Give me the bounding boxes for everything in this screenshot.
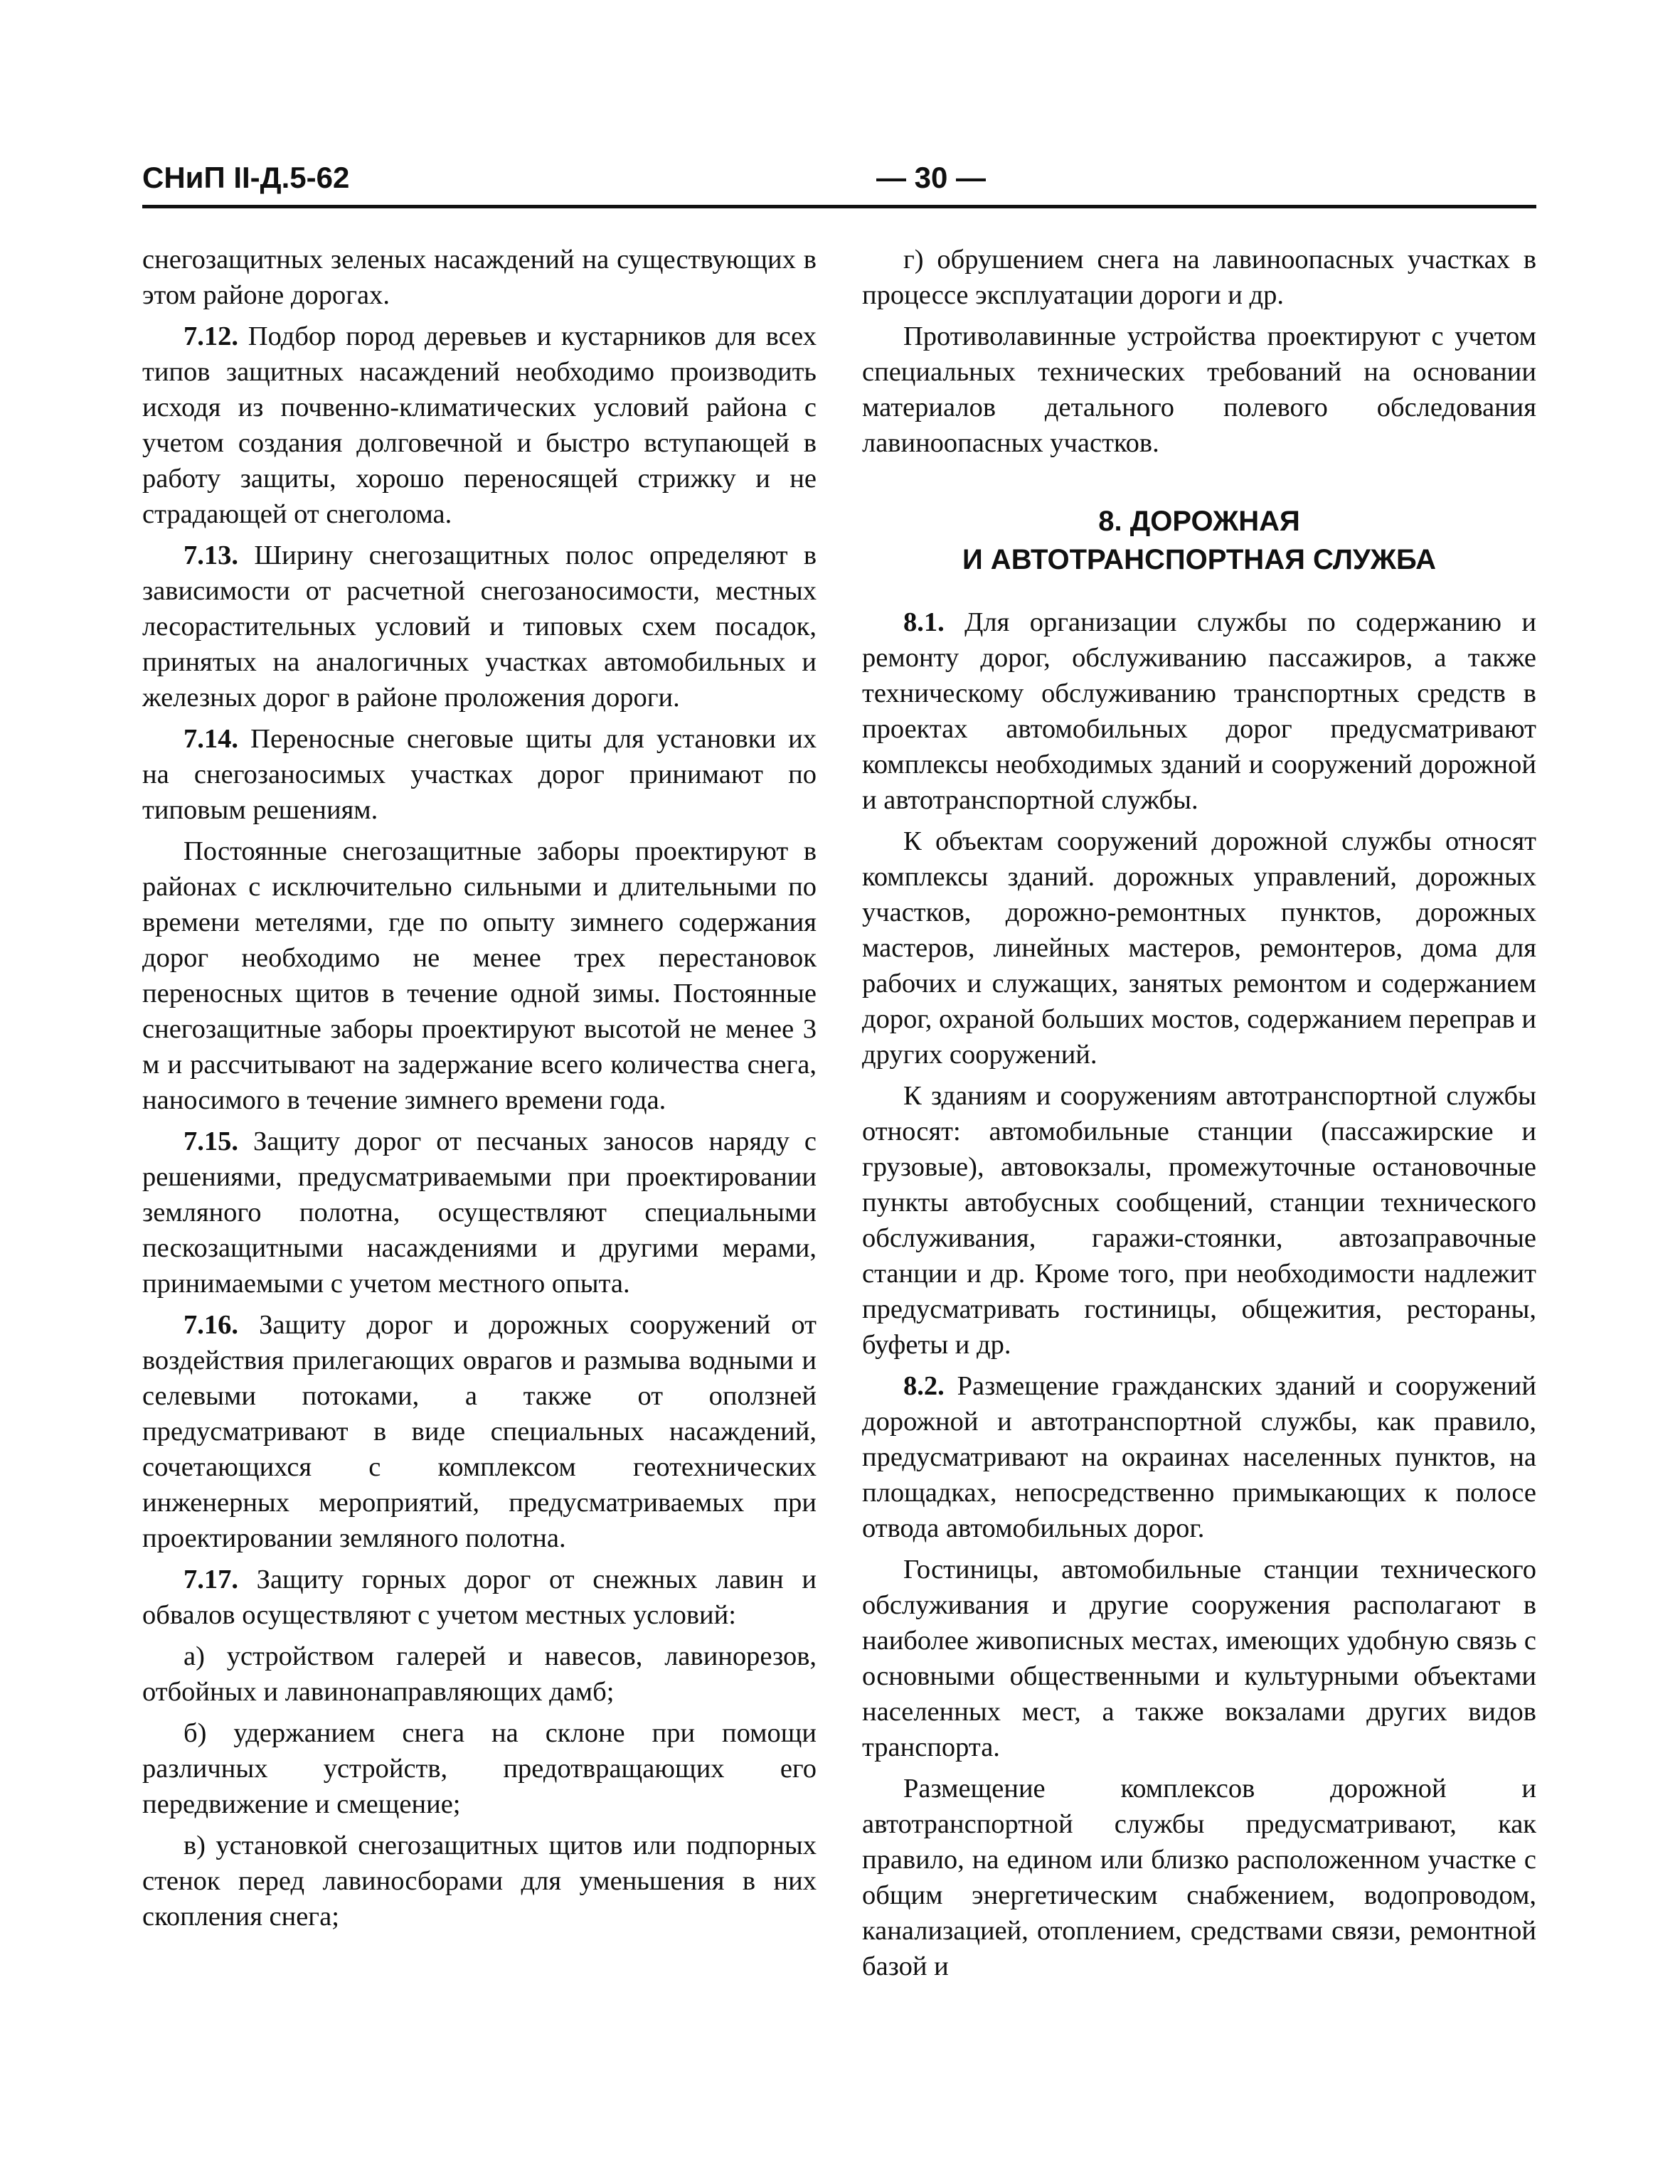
paragraph [142,1562,817,1633]
paragraph [862,1771,1536,1984]
paragraph-text: б) удержанием снега на склоне при помощи различных устройств, предотвращающих его передвижение и смещение; [142,1718,817,1819]
clause-number: 7.15. [184,1126,238,1156]
right-column-bottom [862,604,1536,1984]
paragraph-text: Размещение гражданских зданий и сооружений дорожной и автотранспортной службы, как правило, предусматривают на окраинах населенных пунктов, на площадках, непосредственно примыкающих к полосе отвода автомобильных дорог. [862,1371,1537,1543]
clause-number: 7.14. [184,724,238,754]
paragraph-text: К объектам сооружений дорожной службы относят комплексы зданий. дорожных управлений, дорожных участков, дорожно-ремонтных пунктов, дорожных мастеров, линейных мастеров, ремонтеров, дома для рабочих и служащих, занятых ремонтом и содержанием дорог, охраной больших мостов, содержанием переправ и других сооружений. [862,826,1536,1070]
paragraph-text: Для организации службы по содержанию и ремонту дорог, обслуживанию пассажиров, а также техническому обслуживанию транспортных средств в проектах автомобильных дорог предусматривают комплексы необходимых зданий и сооружений дорожной и автотранспортной службы. [862,607,1536,815]
paragraph-text: Гостиницы, автомобильные станции технического обслуживания и другие сооружения располагают в наиболее живописных местах, имеющих удобную связь с основными общественными и культурными объектами населенных мест, а также вокзалами других видов транспорта. [862,1555,1536,1762]
paragraph [862,1552,1536,1765]
clause-number: 7.12. [184,321,238,351]
paragraph-text: Размещение комплексов дорожной и автотранспортной службы предусматривают, как правило, на едином или близко расположенном участке с общим энергетическим снабжением, водопроводом, канализацией, отоплением, средствами связи, ремонтной базой и [862,1774,1536,1981]
paragraph [142,242,817,313]
paragraph [862,604,1536,818]
paragraph [142,319,817,532]
paragraph [862,242,1536,313]
paragraph-text: Постоянные снегозащитные заборы проектируют в районах с исключительно сильными и длительными по времени метелями, где по опыту зимнего содержания дорог необходимо не менее трех перестановок переносных щитов в течение одной зимы. Постоянные снегозащитные заборы проектируют высотой не менее 3 м и рассчитывают на задержание всего количества снега, наносимого в течение зимнего времени года. [142,836,817,1115]
page-number: — 30 — [876,161,987,194]
paragraph [862,824,1536,1072]
paragraph [142,1639,817,1710]
paragraph-text: в) установкой снегозащитных щитов или подпорных стенок перед лавиносборами для уменьшения в них скопления снега; [142,1831,817,1932]
clause-number: 7.16. [184,1310,238,1340]
paragraph [862,1368,1536,1546]
section-title-line-2: И АВТОТРАНСПОРТНАЯ СЛУЖБА [962,544,1437,575]
paragraph-text: Противолавинные устройства проектируют с учетом специальных технических требований на основании материалов детального полевого обследования лавиноопасных участков. [862,321,1536,458]
section-title-line-1: 8. ДОРОЖНАЯ [1098,506,1300,537]
clause-number: 8.1. [903,607,945,637]
paragraph-text: Защиту дорог от песчаных заносов наряду с решениями, предусматриваемыми при проектировании земляного полотна, осуществляют специальными пескозащитными насаждениями и другими мерами, принимаемыми с учетом местного опыта. [142,1126,817,1299]
section-heading [862,502,1536,579]
paragraph-text: Защиту дорог и дорожных сооружений от воздействия прилегающих оврагов и размыва водными и селевыми потоками, а также от оползней предусматривают в виде специальных насаждений, сочетающихся с комплексом геотехнических инженерных мероприятий, предусматриваемых при проектировании земляного полотна. [142,1310,817,1553]
paragraph [142,538,817,715]
paragraph-text: г) обрушением снега на лавиноопасных участках в процессе эксплуатации дороги и др. [862,245,1536,310]
paragraph [862,1078,1536,1363]
clause-number: 7.13. [184,540,238,570]
paragraph-text: Подбор пород деревьев и кустарников для всех типов защитных насаждений необходимо производить исходя из почвенно-климатических условий района с учетом создания долговечной и быстро вступающей в работу защиты, хорошо переносящей стрижку и не страдающей от снеголома. [142,321,817,529]
clause-number: 8.2. [903,1371,945,1401]
paragraph [862,319,1536,461]
document-code: СНиП II-Д.5-62 [142,161,350,194]
paragraph-text: К зданиям и сооружениям автотранспортной службы относят: автомобильные станции (пассажирские и грузовые), автовокзалы, промежуточные остановочные пункты автобусных сообщений, станции технического обслуживания, гаражи-стоянки, автозаправочные станции и др. Кроме того, при необходимости надлежит предусматривать гостиницы, общежития, рестораны, буфеты и др. [862,1081,1536,1360]
paragraph [142,1715,817,1822]
paragraph [142,1124,817,1301]
right-text-column [862,242,1536,1990]
paragraph [142,1828,817,1934]
right-column-top [862,242,1536,461]
paragraph [142,1307,817,1556]
clause-number: 7.17. [184,1565,238,1594]
paragraph [142,721,817,828]
page-header [142,155,1536,208]
paragraph-text: Ширину снегозащитных полос определяют в зависимости от расчетной снегозаносимости, местных лесорастительных условий и типовых схем посадок, принятых на аналогичных участках автомобильных и железных дорог в районе проложения дороги. [142,540,817,713]
paragraph [142,833,817,1118]
paragraph-text: а) устройством галерей и навесов, лавинорезов, отбойных и лавинонаправляющих дамб; [142,1641,817,1707]
left-text-column [142,242,817,1940]
paragraph-text: снегозащитных зеленых насаждений на существующих в этом районе дорогах. [142,245,817,310]
paragraph-text: Защиту горных дорог от снежных лавин и обвалов осуществляют с учетом местных условий: [142,1565,817,1630]
paragraph-text: Переносные снеговые щиты для установки их на снегозаносимых участках дорог принимают по типовым решениям. [142,724,817,825]
